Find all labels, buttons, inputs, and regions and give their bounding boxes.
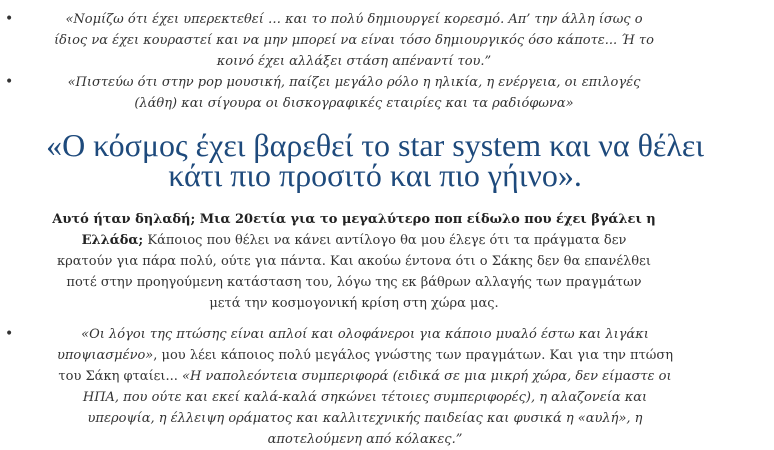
- quote-text-regular: , μου λέει κάποιος πολύ μεγάλος γνώστης των πραγμάτων. Και για την πτώση του Σάκη φταίει...: [58, 348, 674, 384]
- body-paragraph-text: Κάποιος που θέλει να κάνει αντίλογο θα μου έλεγε ότι τα πράγματα δεν κρατούν για πάρα πολύ, ούτε για πάντα. Και ακούω έντονα ότι ο Σάκης δεν θα επανέλθει ποτέ στην προηγούμενη κατάσταση του, λόγω της εκ βάθρων αλλαγής των πραγμάτων μετά την κοσμογονική κρίση στη χώρα μας.: [57, 233, 651, 311]
- bullet-icon: •: [5, 326, 14, 342]
- quote-text-italic: «Η ναπολεόντεια συμπεριφορά (ειδικά σε μια μικρή χώρα, δεν είμαστε οι ΗΠΑ, που ούτε και εκεί καλά-καλά σηκώνει τέτοιες συμπεριφορές), η αλαζονεία και υπεροψία, η έλλειψη οράματος και καλλιτεχνικής παιδείας και φυσικά η «αυλή», η αποτελούμενη από κόλακες.”: [82, 369, 672, 447]
- quote-item: [0, 9, 774, 72]
- bullet-icon: •: [5, 74, 14, 90]
- quote-item: [0, 324, 774, 450]
- body-paragraph-lead: Αυτό ήταν δηλαδή; Μια 20ετία για το μεγαλύτερο ποπ είδωλο που έχει βγάλει η Ελλάδα;: [52, 212, 656, 248]
- pull-quote: «Ο κόσμος έχει βαρεθεί το star system και να θέλει κάτι πιο προσιτό και πιο γήινο».: [46, 127, 704, 193]
- quote-list-bottom: [0, 324, 774, 450]
- quote-text-italic: «Οι λόγοι της πτώσης είναι απλοί και ολοφάνεροι για κάποιο μυαλό έστω και λιγάκι υποψιασμένο»: [56, 327, 649, 363]
- quote-text: «Νομίζω ότι έχει υπερεκτεθεί … και το πολύ δημιουργεί κορεσμό. Απ’ την άλλη ίσως ο ίδιος να έχει κουραστεί και να μην μπορεί να είναι τόσο δημιουργικός όσο κάποτε... Ή το κοινό έχει αλλάξει στάση απέναντί του.”: [54, 12, 654, 69]
- body-paragraph: [0, 209, 774, 314]
- quote-item: [0, 72, 774, 114]
- quote-text: «Πιστεύω ότι στην pop μουσική, παίζει μεγάλο ρόλο η ηλικία, η ενέργεια, οι επιλογές (λάθη) και σίγουρα οι δισκογραφικές εταιρίες και τα ραδιόφωνα»: [67, 75, 641, 111]
- bullet-icon: •: [5, 11, 14, 27]
- quote-list-top: [0, 0, 774, 114]
